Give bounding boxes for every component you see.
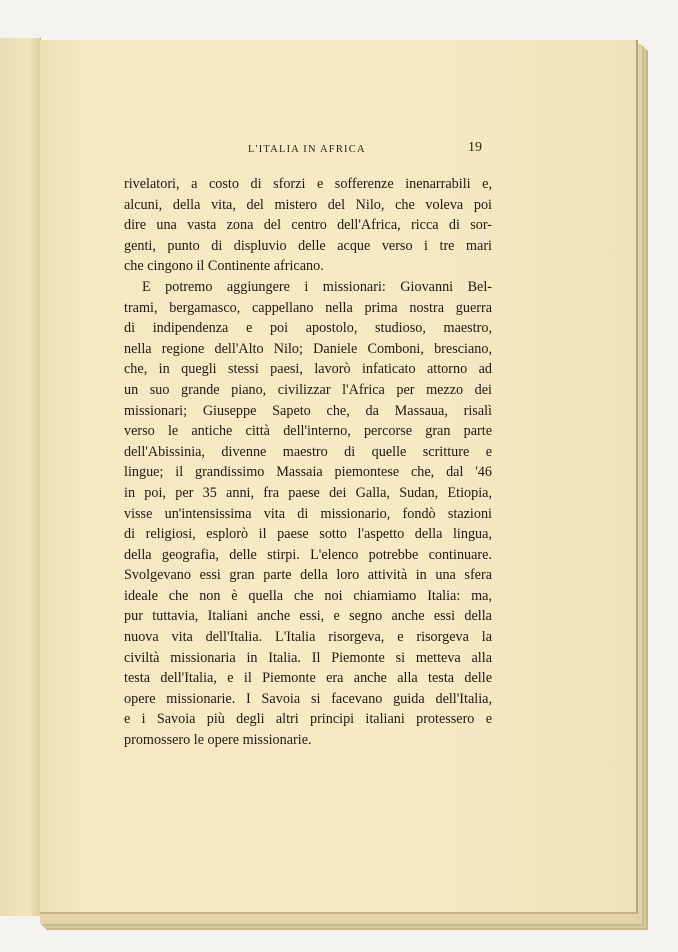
- text-line: promossero le opere missionarie.: [124, 732, 312, 749]
- text-line: di indipendenza e poi apostolo, studioso, maestro,: [124, 320, 492, 337]
- text-line: e i Savoia più degli altri principi italiani protessero e: [124, 711, 492, 728]
- text-line: trami, bergamasco, cappellano nella prima nostra guerra: [124, 299, 492, 316]
- text-line: nella regione dell'Alto Nilo; Daniele Comboni, bresciano,: [124, 340, 492, 357]
- book-page: [40, 40, 638, 914]
- text-line: della geografia, delle stirpi. L'elenco potrebbe continuare.: [124, 546, 492, 563]
- text-line: testa dell'Italia, e il Piemonte era anche alla testa delle: [124, 670, 492, 687]
- facing-page-edge: [0, 38, 41, 916]
- body-text: [124, 174, 492, 751]
- text-line: alcuni, della vita, del mistero del Nilo, che voleva poi: [124, 196, 492, 213]
- text-line: in poi, per 35 anni, fra paese dei Galla, Sudan, Etiopia,: [124, 484, 492, 501]
- text-line: ideale che non è quella che noi chiamiamo Italia: ma,: [124, 587, 492, 604]
- text-line: civiltà missionaria in Italia. Il Piemonte si metteva alla: [124, 649, 492, 666]
- text-line: visse un'intensissima vita di missionario, fondò stazioni: [124, 505, 492, 522]
- text-line: di religiosi, esplorò il paese sotto l'aspetto della lingua,: [124, 526, 492, 543]
- text-line: che cingono il Continente africano.: [124, 258, 324, 275]
- text-line: lingue; il grandissimo Massaia piemontese che, dal '46: [124, 464, 492, 481]
- text-line: missionari; Giuseppe Sapeto che, da Massaua, risalì: [124, 402, 492, 419]
- text-line: nuova vita dell'Italia. L'Italia risorgeva, e risorgeva la: [124, 629, 492, 646]
- text-line: E potremo aggiungere i missionari: Giovanni Bel-: [142, 278, 492, 295]
- text-line: dire una vasta zona del centro dell'Africa, ricca di sor-: [124, 217, 492, 234]
- page-number: 19: [468, 140, 482, 155]
- text-line: rivelatori, a costo di sforzi e sofferenze inenarrabili e,: [124, 176, 492, 192]
- text-line: un suo grande piano, civilizzar l'Africa per mezzo dei: [124, 381, 492, 398]
- text-line: pur tuttavia, Italiani anche essi, e segno anche essi della: [124, 608, 492, 625]
- text-line: opere missionarie. I Savoia si facevano guida dell'Italia,: [124, 690, 492, 707]
- text-line: verso le antiche città dell'interno, percorse gran parte: [124, 423, 492, 440]
- running-head-title: L'ITALIA IN AFRICA: [248, 144, 366, 155]
- text-line: dell'Abissinia, divenne maestro di quelle scritture e: [124, 443, 492, 460]
- text-line: Svolgevano essi gran parte della loro attività in una sfera: [124, 567, 492, 584]
- text-line: genti, punto di displuvio delle acque verso i tre mari: [124, 237, 492, 254]
- text-line: che, in quegli stessi paesi, lavorò infaticato attorno ad: [124, 361, 492, 378]
